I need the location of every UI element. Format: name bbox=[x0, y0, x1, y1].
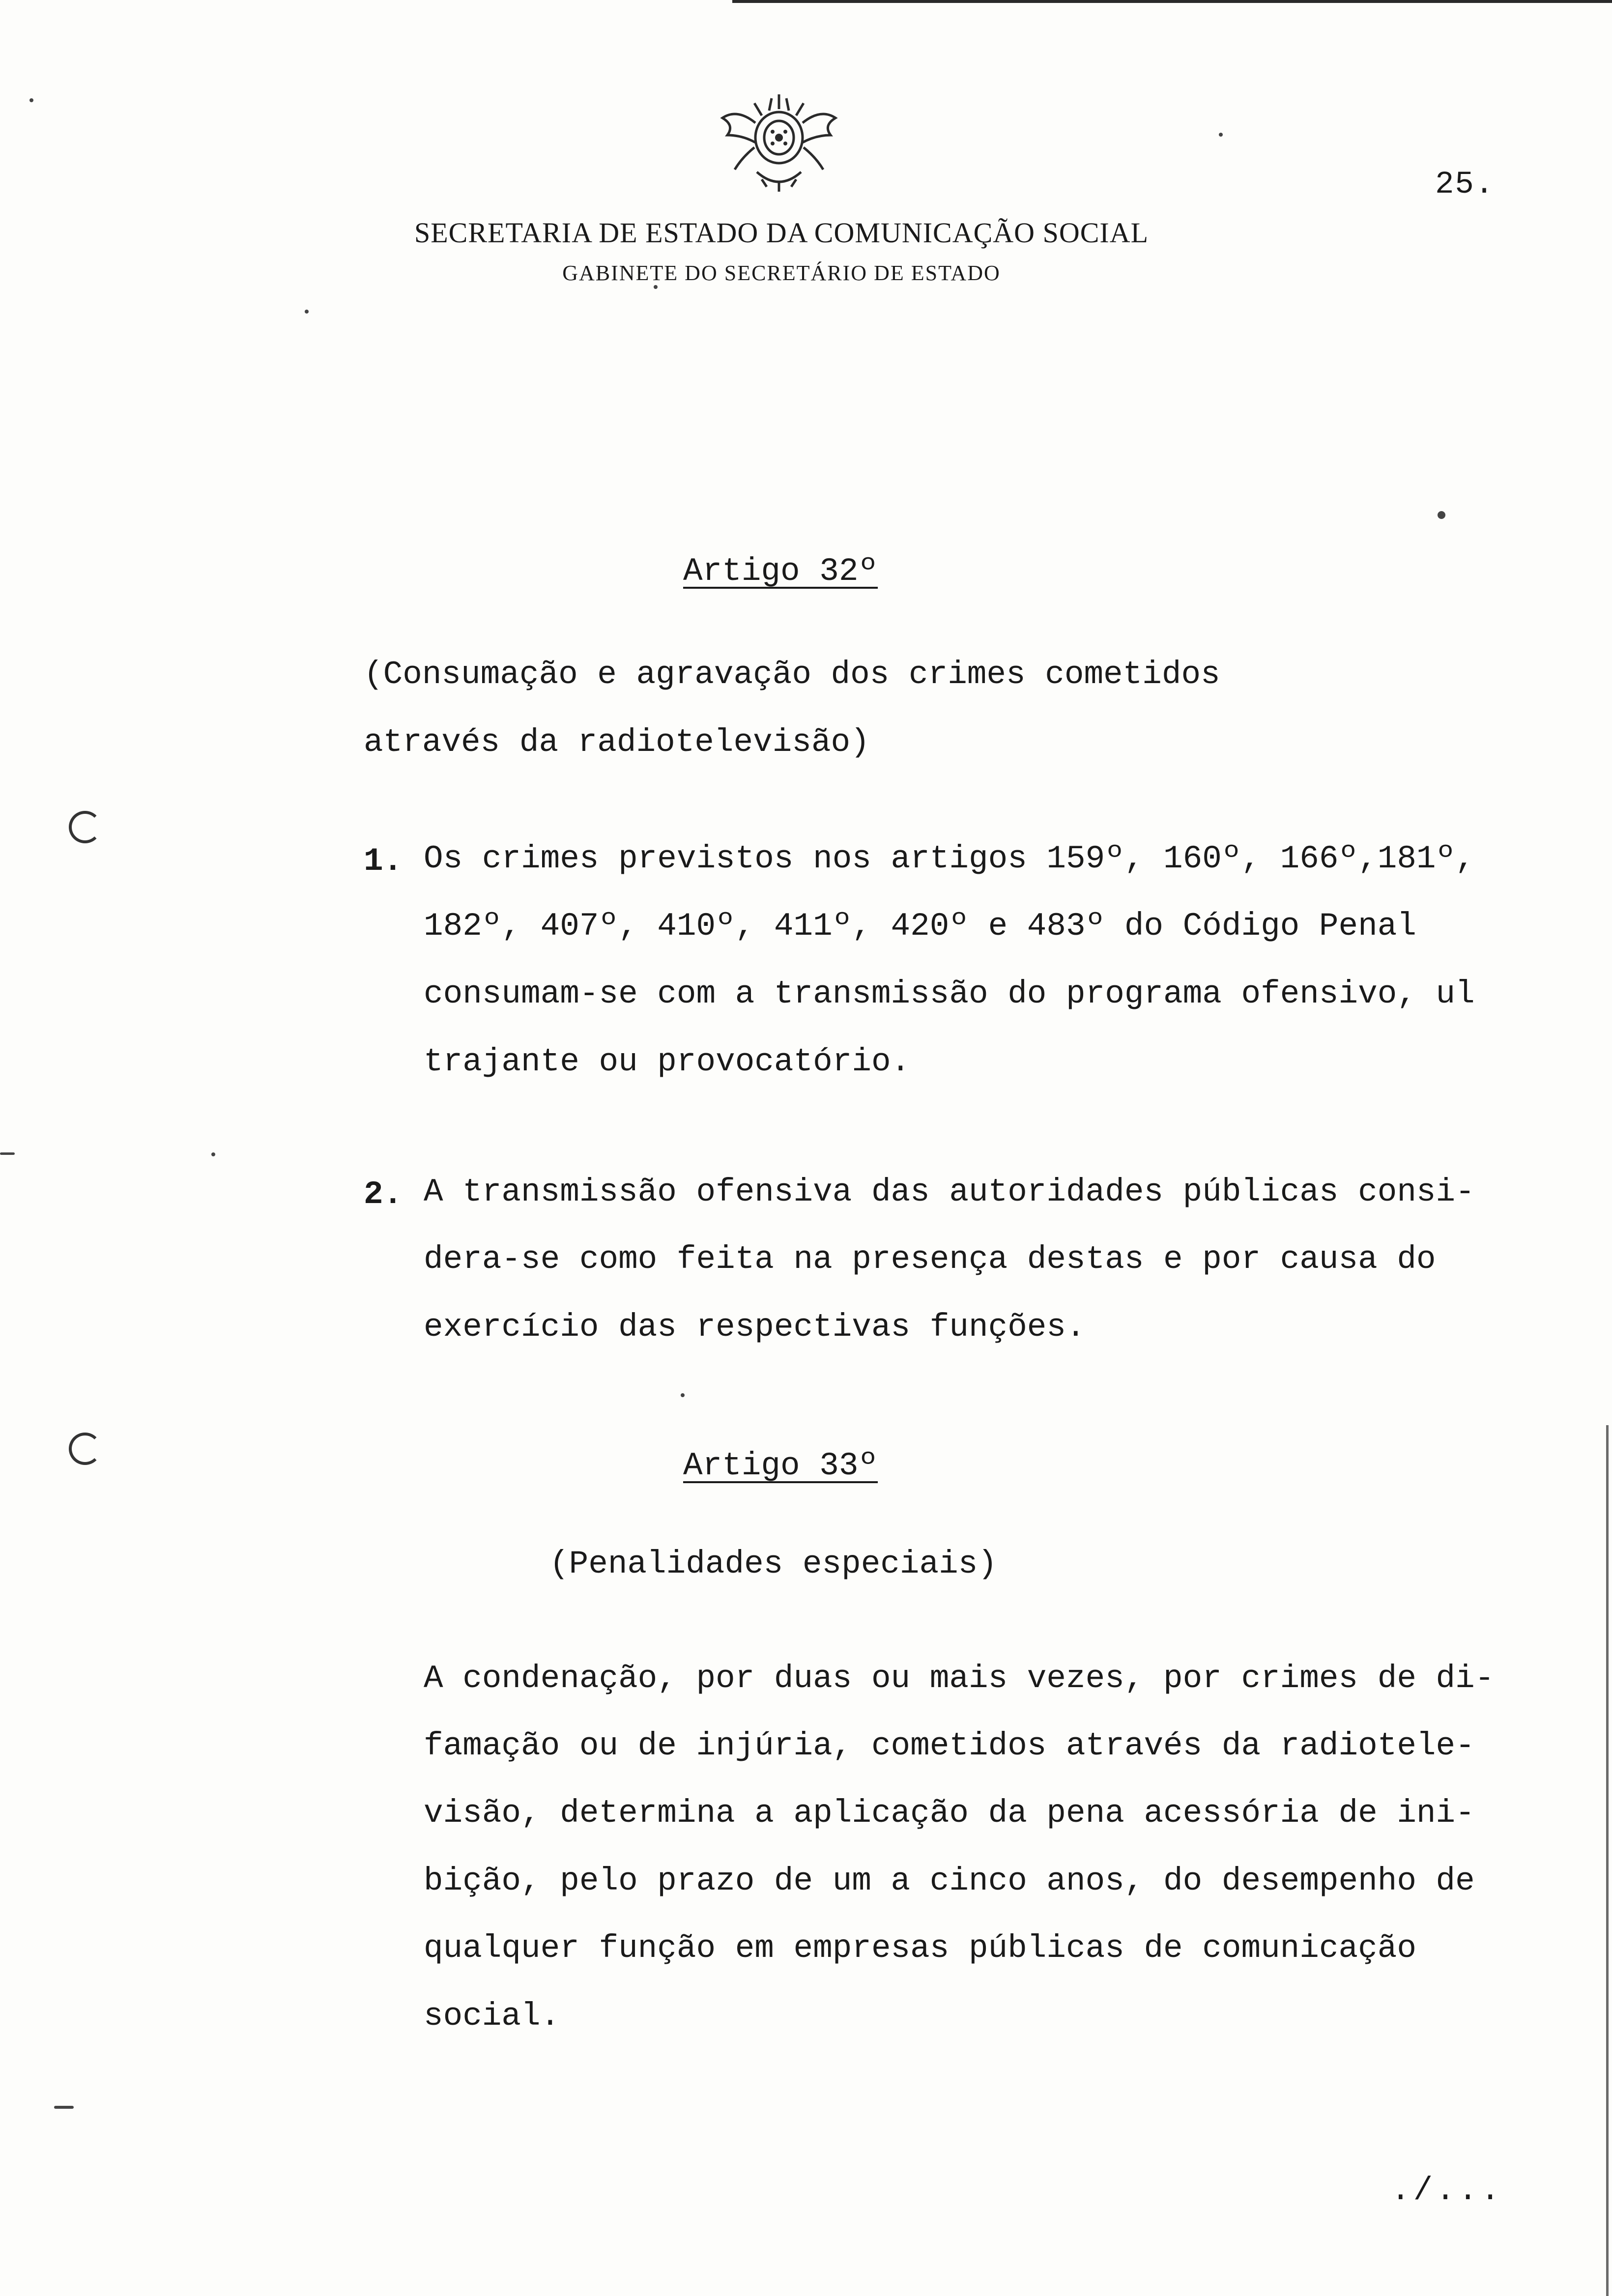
page-number: 25. bbox=[1435, 167, 1495, 202]
article-32-caption-line-2: através da radiotelevisão) bbox=[364, 724, 870, 761]
paragraph-2-line-1: A transmissão ofensiva das autoridades públicas consi- bbox=[424, 1174, 1475, 1210]
article-33-heading: Artigo 33º bbox=[683, 1447, 878, 1484]
article-32-heading: Artigo 32º bbox=[683, 553, 878, 590]
scan-speck bbox=[1219, 133, 1223, 137]
continuation-mark: ./... bbox=[1391, 2172, 1503, 2209]
header-title: SECRETARIA DE ESTADO DA COMUNICAÇÃO SOCIAL bbox=[414, 217, 1149, 249]
article-33-line-1: A condenação, por duas ou mais vezes, por crimes de di- bbox=[424, 1660, 1495, 1697]
scan-speck bbox=[305, 310, 309, 314]
article-33-line-6: social. bbox=[424, 1998, 560, 2035]
right-edge-rule bbox=[1606, 1425, 1609, 2296]
article-33-line-5: qualquer função em empresas públicas de comunicação bbox=[424, 1930, 1416, 1967]
article-33-line-4: bição, pelo prazo de um a cinco anos, do desempenho de bbox=[424, 1863, 1475, 1899]
paragraph-number-1: 1. bbox=[364, 843, 403, 880]
paragraph-2-line-2: dera-se como feita na presença destas e por causa do bbox=[424, 1241, 1436, 1278]
paragraph-1-line-3: consumam-se com a transmissão do programa ofensivo, ul bbox=[424, 976, 1475, 1012]
binder-hole-mark bbox=[69, 1433, 101, 1465]
scan-speck bbox=[29, 98, 33, 102]
scan-speck bbox=[211, 1152, 215, 1156]
article-33-line-3: visão, determina a aplicação da pena acessória de ini- bbox=[424, 1795, 1475, 1832]
article-32-caption-line-1: (Consumação e agravação dos crimes cometidos bbox=[364, 656, 1220, 693]
scan-speck bbox=[54, 2106, 74, 2109]
paragraph-number-2: 2. bbox=[364, 1176, 403, 1213]
scan-speck bbox=[654, 285, 658, 289]
article-33-line-2: famação ou de injúria, cometidos através da radiotele- bbox=[424, 1727, 1475, 1764]
scan-speck bbox=[0, 1152, 15, 1155]
paragraph-1-line-1: Os crimes previstos nos artigos 159º, 160º, 166º,181º, bbox=[424, 840, 1475, 877]
paragraph-1-line-4: trajante ou provocatório. bbox=[424, 1043, 911, 1080]
paragraph-1-line-2: 182º, 407º, 410º, 411º, 420º e 483º do Código Penal bbox=[424, 908, 1416, 945]
header-subtitle: GABINETE DO SECRETÁRIO DE ESTADO bbox=[562, 261, 1001, 285]
scan-speck bbox=[681, 1393, 685, 1397]
scan-speck bbox=[1438, 511, 1445, 519]
top-edge-rule bbox=[732, 0, 1612, 3]
coat-of-arms-emblem bbox=[708, 88, 850, 197]
article-33-caption: (Penalidades especiais) bbox=[549, 1546, 997, 1582]
binder-hole-mark bbox=[69, 811, 101, 843]
paragraph-2-line-3: exercício das respectivas funções. bbox=[424, 1309, 1086, 1346]
